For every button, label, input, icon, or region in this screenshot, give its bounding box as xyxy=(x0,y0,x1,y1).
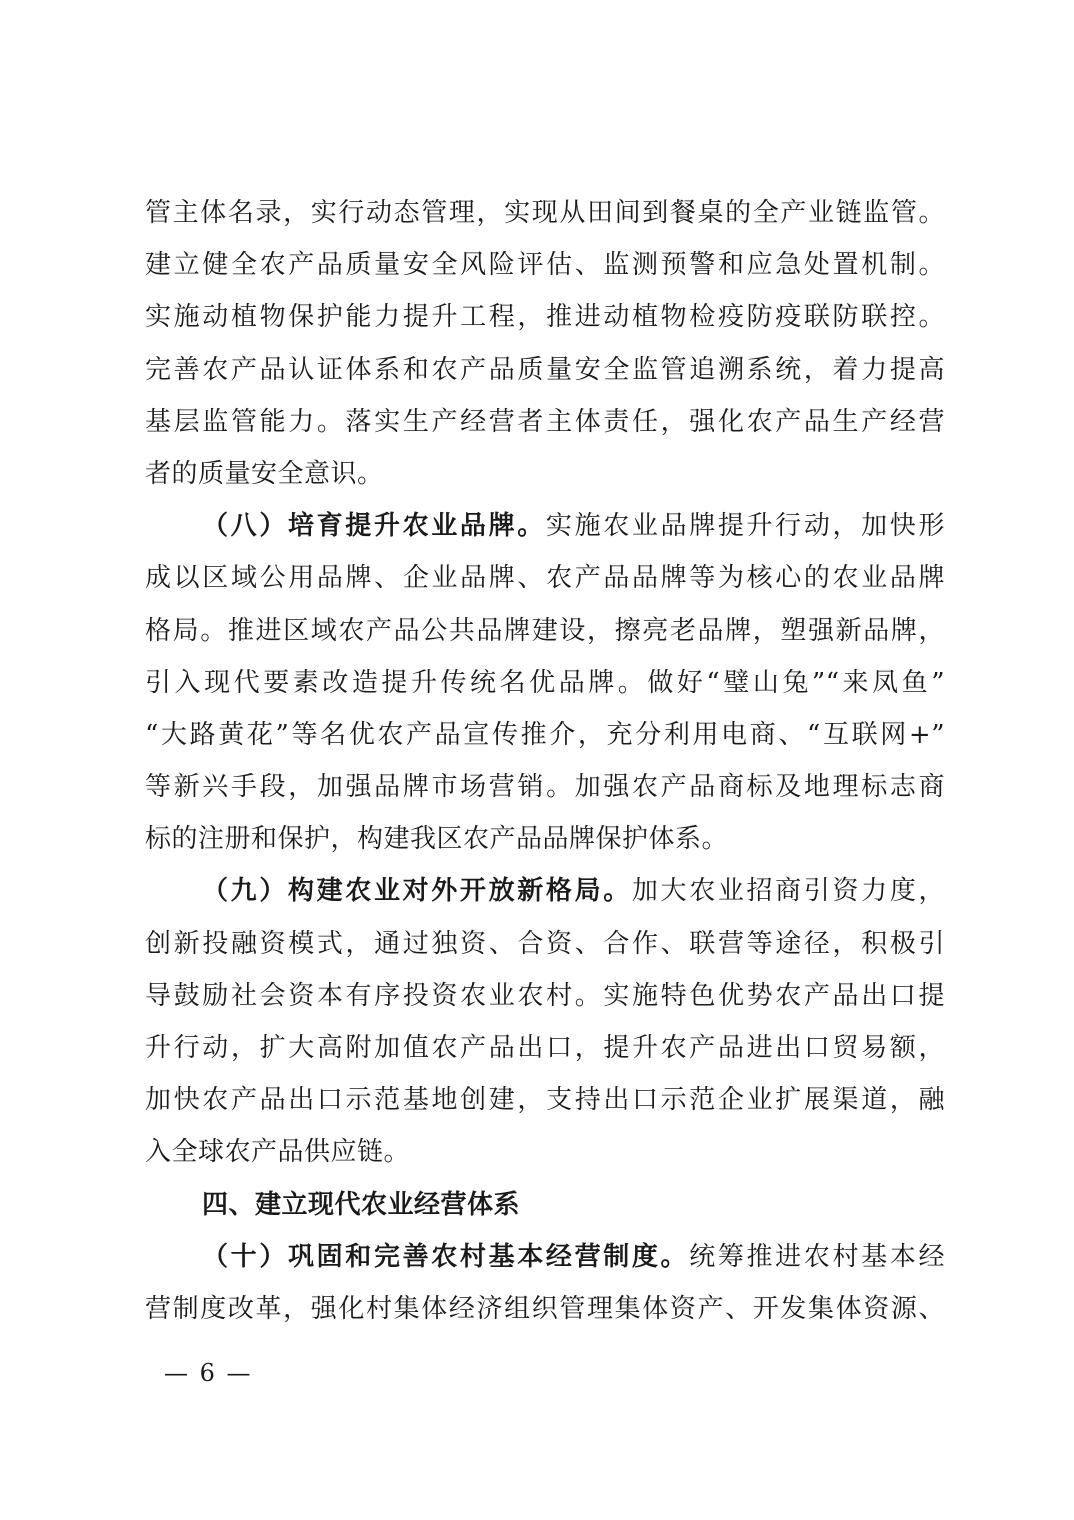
paragraph-text: 统筹推进农村基本经 xyxy=(689,1241,945,1272)
paragraph-line: 入全球农产品供应链。 xyxy=(145,1137,411,1168)
paragraph-line: 建立健全农产品质量安全风险评估、监测预警和应急处置机制。 xyxy=(145,250,945,281)
paragraph-heading: （十）巩固和完善农村基本经营制度。 xyxy=(202,1241,690,1272)
page-number: — 6 — xyxy=(164,1359,253,1387)
paragraph-line: 基层监管能力。落实生产经营者主体责任，强化农产品生产经营 xyxy=(145,406,945,437)
paragraph-line: 完善农产品认证体系和农产品质量安全监管追溯系统，着力提高 xyxy=(145,354,945,385)
paragraph-heading: （九）构建农业对外开放新格局。 xyxy=(202,876,632,907)
paragraph-line: 营制度改革，强化村集体经济组织管理集体资产、开发集体资源、 xyxy=(145,1293,945,1324)
paragraph-first-line xyxy=(145,500,945,552)
paragraph-line: “大路黄花”等名优农产品宣传推介，充分利用电商、“互联网+” xyxy=(145,719,945,750)
paragraph-heading: （八）培育提升农业品牌。 xyxy=(202,511,546,542)
paragraph-line: 成以区域公用品牌、企业品牌、农产品品牌等为核心的农业品牌 xyxy=(145,563,945,594)
paragraph-line: 管主体名录，实行动态管理，实现从田间到餐桌的全产业链监管。 xyxy=(145,198,945,228)
paragraph-line: 引入现代要素改造提升传统名优品牌。做好“璧山兔”“来凤鱼” xyxy=(145,667,945,698)
paragraph-line: 格局。推进区域农产品公共品牌建设，擦亮老品牌，塑强新品牌， xyxy=(145,615,945,646)
paragraph-text: 实施农业品牌提升行动，加快形 xyxy=(545,511,945,542)
paragraph-line: 创新投融资模式，通过独资、合资、合作、联营等途径，积极引 xyxy=(145,928,945,959)
paragraph-line: 升行动，扩大高附加值农产品出口，提升农产品进出口贸易额， xyxy=(145,1033,945,1063)
paragraph-line: 导鼓励社会资本有序投资农业农村。实施特色优势农产品出口提 xyxy=(145,980,945,1011)
section-title: 四、建立现代农业经营体系 xyxy=(202,1189,521,1220)
paragraph-first-line xyxy=(145,1231,945,1283)
paragraph-line: 者的质量安全意识。 xyxy=(145,458,384,489)
paragraph-line: 加快农产品出口示范基地创建，支持出口示范企业扩展渠道，融 xyxy=(145,1085,945,1116)
paragraph-line: 实施动植物保护能力提升工程，推进动植物检疫防疫联防联控。 xyxy=(145,302,945,333)
paragraph-text: 加大农业招商引资力度， xyxy=(631,876,945,907)
paragraph-line: 标的注册和保护，构建我区农产品品牌保护体系。 xyxy=(145,824,729,855)
paragraph-first-line xyxy=(145,865,945,917)
paragraph-line: 等新兴手段，加强品牌市场营销。加强农产品商标及地理标志商 xyxy=(145,772,945,803)
body-text xyxy=(145,187,945,1335)
